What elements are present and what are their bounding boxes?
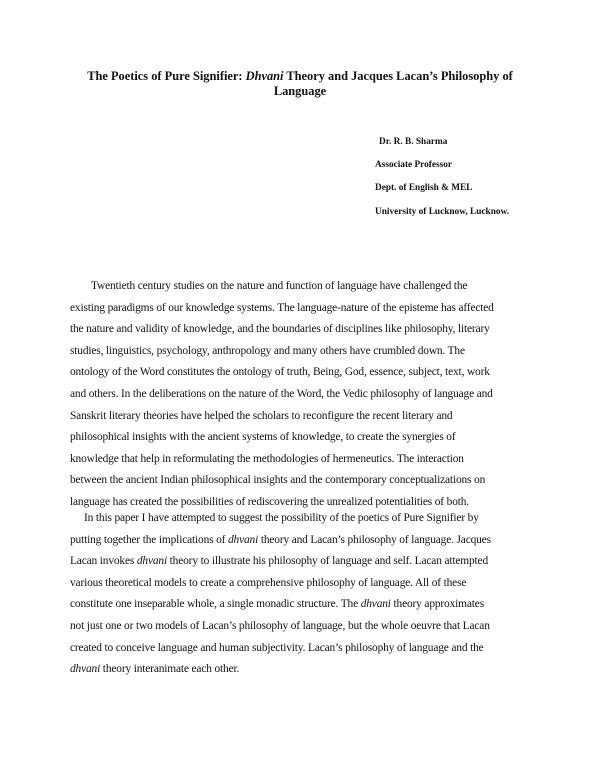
paragraph-1-line: knowledge that help in reformulating the methodologies of hermeneutics. The interaction bbox=[70, 452, 464, 465]
paragraph-1-line: the nature and validity of knowledge, and the boundaries of disciplines like philosophy, literary bbox=[70, 323, 490, 336]
paragraph-2-line bbox=[70, 530, 530, 552]
paragraph-2-line: not just one or two models of Lacan’s philosophy of language, but the whole oeuvre that Lacan bbox=[70, 619, 490, 632]
paragraph-2-line: various theoretical models to create a comprehensive philosophy of language. All of these bbox=[70, 576, 467, 589]
paragraph-1-line: language has created the possibilities of rediscovering the unrealized potentialities of both. bbox=[70, 495, 469, 508]
dhvani-term: dhvani bbox=[136, 555, 167, 568]
title-part1: The Poetics of Pure Signifier: bbox=[87, 69, 246, 83]
paragraph-2-line bbox=[70, 551, 530, 573]
paper-title bbox=[60, 69, 540, 99]
paragraph-2-line: created to conceive language and human subjectivity. Lacan’s philosophy of language and the bbox=[70, 641, 484, 654]
text-run: theory approximates bbox=[390, 598, 484, 611]
author-name: Dr. R. B. Sharma bbox=[379, 137, 448, 147]
author-department: Dept. of English & MEL bbox=[375, 183, 473, 194]
title-part2: Theory and Jacques Lacan’s Philosophy of bbox=[283, 69, 513, 83]
paragraph-1 bbox=[70, 276, 530, 514]
dhvani-term: dhvani bbox=[70, 663, 101, 676]
paragraph-1-line: Sanskrit literary theories have helped the scholars to reconfigure the recent literary and bbox=[70, 409, 453, 422]
text-run: theory to illustrate his philosophy of language and self. Lacan attempted bbox=[166, 555, 489, 568]
title-line2: Language bbox=[273, 84, 327, 98]
paragraph-1-line: ontology of the Word constitutes the ontology of truth, Being, God, essence, subject, text, work bbox=[70, 366, 490, 379]
paragraph-1-line: and others. In the deliberations on the nature of the Word, the Vedic philosophy of language and bbox=[70, 387, 493, 400]
text-run: theory and Lacan’s philosophy of language. Jacques bbox=[258, 533, 491, 546]
text-run: Lacan invokes bbox=[70, 555, 137, 568]
text-run: putting together the implications of bbox=[70, 533, 229, 546]
author-university: University of Lucknow, Lucknow. bbox=[375, 206, 510, 217]
dhvani-term: dhvani bbox=[228, 533, 259, 546]
paragraph-1-line: existing paradigms of our knowledge systems. The language-nature of the episteme has affected bbox=[70, 301, 494, 314]
text-run: theory interanimate each other. bbox=[100, 663, 240, 676]
author-block bbox=[375, 136, 575, 229]
paragraph-1-line: Twentieth century studies on the nature and function of language have challenged the bbox=[91, 280, 468, 292]
paragraph-2 bbox=[70, 508, 530, 681]
text-run: constitute one inseparable whole, a single monadic structure. The bbox=[70, 598, 361, 611]
paragraph-2-line bbox=[70, 594, 530, 616]
title-italic-term: Dhvani bbox=[245, 69, 284, 83]
paragraph-2-line bbox=[70, 659, 530, 681]
paragraph-1-line: studies, linguistics, psychology, anthropology and many others have crumbled down. The bbox=[70, 344, 465, 357]
paragraph-1-line: philosophical insights with the ancient systems of knowledge, to create the synergies of bbox=[70, 431, 456, 444]
paragraph-1-line: between the ancient Indian philosophical insights and the contemporary conceptualizations on bbox=[70, 474, 486, 487]
author-position: Associate Professor bbox=[375, 160, 453, 171]
paragraph-2-line: In this paper I have attempted to suggest the possibility of the poetics of Pure Signifier by bbox=[84, 512, 479, 524]
dhvani-term: dhvani bbox=[360, 598, 391, 611]
